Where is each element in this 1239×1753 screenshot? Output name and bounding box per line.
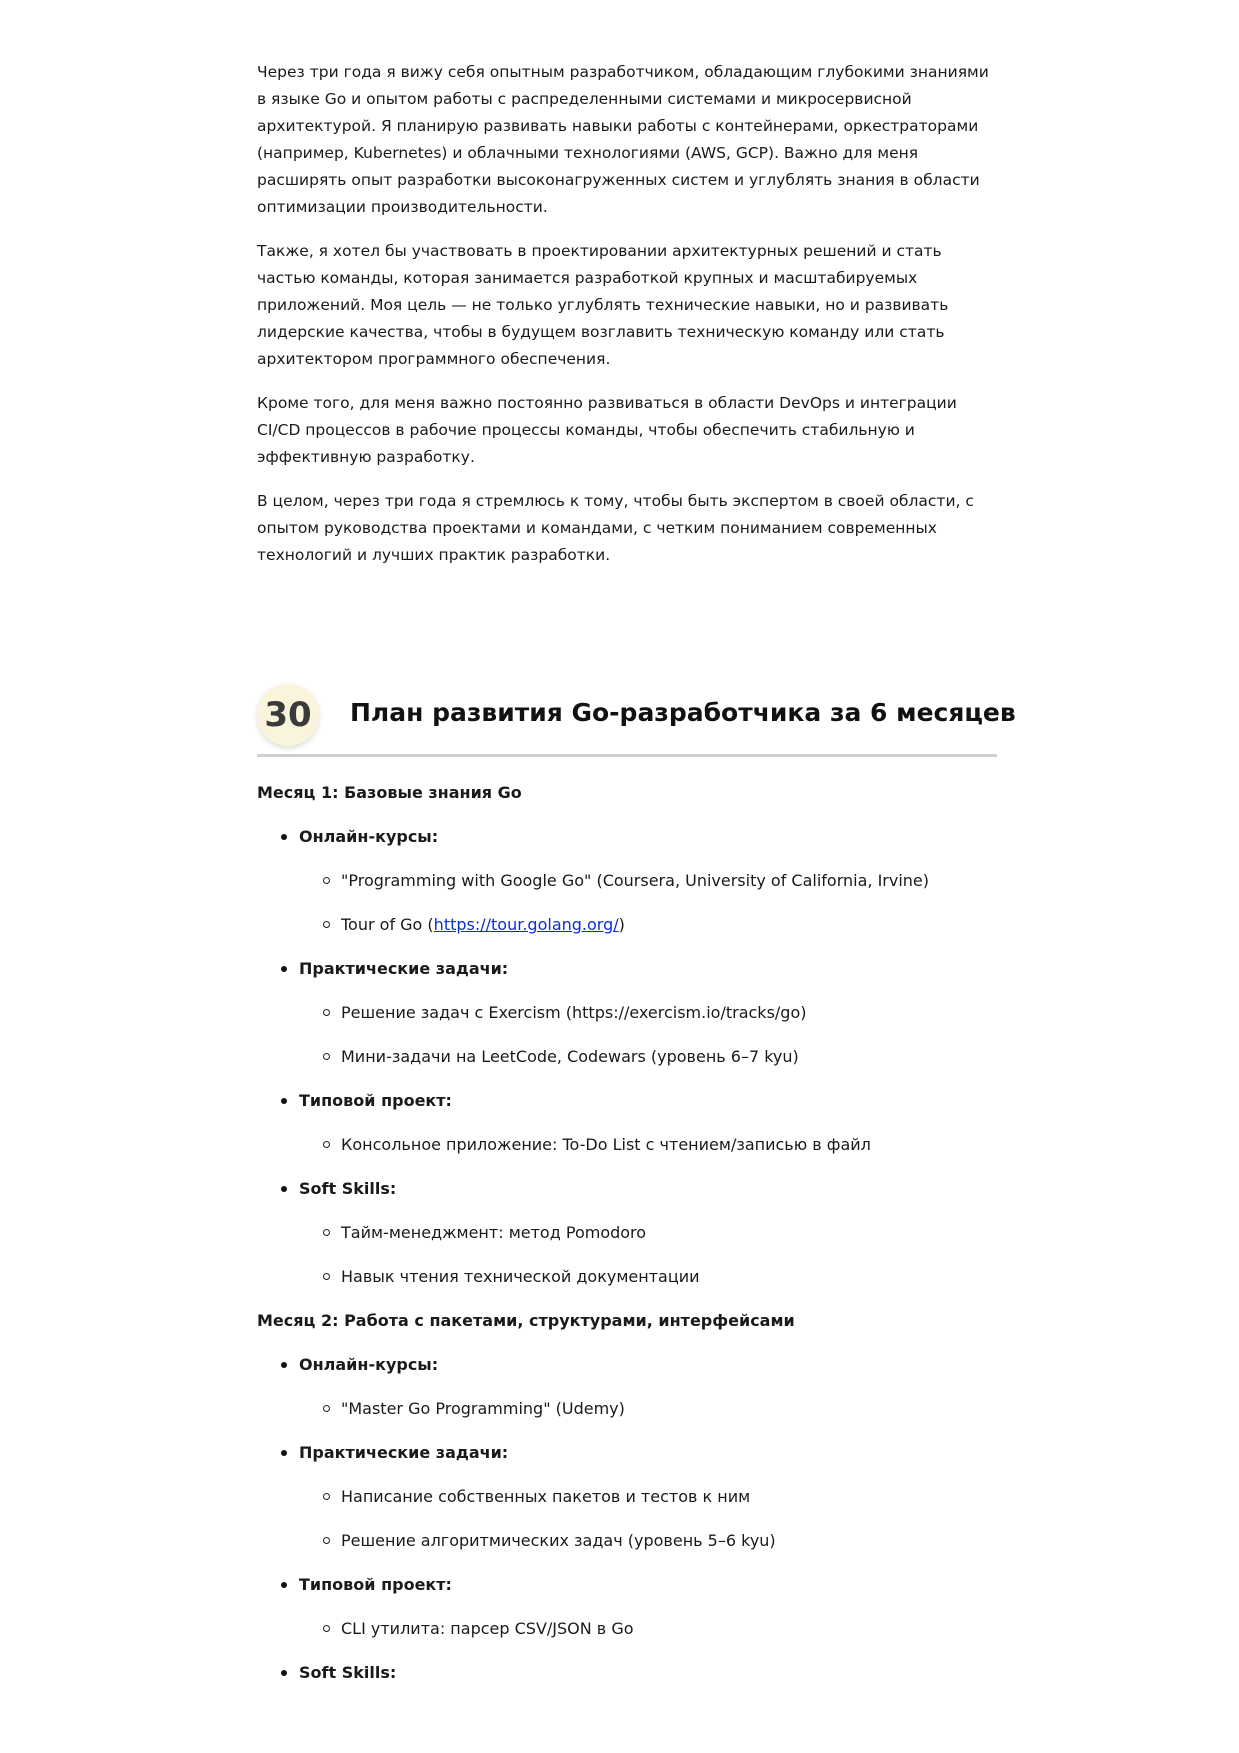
- intro-paragraph: Также, я хотел бы участвовать в проектировании архитектурных решений и стать частью команды, которая занимается разработкой крупных и масштабируемых приложений. Моя цель — не только углублять технические навыки, но и развивать лидерские качества, чтобы в будущем возглавить техническую команду или стать архитектором программного обеспечения.: [257, 242, 949, 368]
- list-item: [257, 1044, 997, 1088]
- list-item: [257, 1528, 997, 1572]
- category-label: Практические задачи:: [299, 1443, 509, 1462]
- list-item-text: "Master Go Programming" (Udemy): [341, 1399, 625, 1418]
- bullet-circle-icon: [323, 1053, 330, 1060]
- list-item-text: Тайм-менеджмент: метод Pomodoro: [341, 1223, 647, 1242]
- list-item-text: Написание собственных пакетов и тестов к ним: [341, 1487, 751, 1506]
- list-item: [257, 1132, 997, 1176]
- list-item-text: Навык чтения технической документации: [341, 1267, 700, 1286]
- section-number-badge: 30: [257, 684, 319, 746]
- category-label: Soft Skills:: [299, 1179, 397, 1198]
- list-item: [257, 1176, 997, 1220]
- bullet-circle-icon: [323, 1493, 330, 1500]
- list-item: [257, 868, 997, 912]
- bullet-circle-icon: [323, 1405, 330, 1412]
- bullet-disc-icon: [281, 834, 287, 840]
- section-title: План развития Go-разработчика за 6 месяцев: [350, 698, 1016, 727]
- intro-paragraph: Кроме того, для меня важно постоянно развиваться в области DevOps и интеграции CI/CD процессов в рабочие процессы команды, чтобы обеспечить стабильную и эффективную разработку.: [257, 394, 957, 466]
- list-item-text: "Programming with Google Go" (Coursera, University of California, Irvine): [341, 871, 929, 890]
- list-item: [257, 1088, 997, 1132]
- bullet-disc-icon: [281, 1582, 287, 1588]
- list-item-text: Решение задач с Exercism (https://exercism.io/tracks/go): [341, 1003, 807, 1022]
- category-label: Онлайн-курсы:: [299, 1355, 439, 1374]
- category-label: Soft Skills:: [299, 1663, 397, 1682]
- list-item: [257, 1396, 997, 1440]
- bullet-disc-icon: [281, 1670, 287, 1676]
- list-item-text: Консольное приложение: To-Do List с чтением/записью в файл: [341, 1135, 871, 1154]
- bullet-circle-icon: [323, 1537, 330, 1544]
- bullet-circle-icon: [323, 1625, 330, 1632]
- bullet-disc-icon: [281, 1450, 287, 1456]
- list-item: [257, 1000, 997, 1044]
- bullet-circle-icon: [323, 921, 330, 928]
- bullet-circle-icon: [323, 1009, 330, 1016]
- list-item: [257, 1264, 997, 1308]
- list-item-text: CLI утилита: парсер CSV/JSON в Go: [341, 1619, 634, 1638]
- bullet-disc-icon: [281, 966, 287, 972]
- intro-paragraph: Через три года я вижу себя опытным разработчиком, обладающим глубокими знаниями в языке Go и опытом работы с распределенными системами и микросервисной архитектурой. Я планирую развивать навыки работы с контейнерами, оркестраторами (например, Kubernetes) и облачными технологиями (AWS, GCP). Важно для меня расширять опыт разработки высоконагруженных систем и углублять знания в области оптимизации производительности.: [257, 63, 989, 216]
- list-item-text: Решение алгоритмических задач (уровень 5–6 kyu): [341, 1531, 776, 1550]
- list-item: [257, 1440, 997, 1484]
- list-item: [257, 1572, 997, 1616]
- month-heading: Месяц 1: Базовые знания Go: [257, 783, 522, 802]
- month-heading: Месяц 2: Работа с пакетами, структурами, интерфейсами: [257, 1311, 795, 1330]
- category-label: Практические задачи:: [299, 959, 509, 978]
- list-item: [257, 1484, 997, 1528]
- bullet-circle-icon: [323, 1273, 330, 1280]
- bullet-disc-icon: [281, 1098, 287, 1104]
- list-item: [257, 956, 997, 1000]
- bullet-circle-icon: [323, 877, 330, 884]
- list-item: [257, 1616, 997, 1660]
- list-item: [257, 824, 997, 868]
- list-item-text: Tour of Go (: [341, 915, 434, 934]
- section-header: [257, 684, 1016, 757]
- list-item: [257, 912, 997, 956]
- development-plan: [257, 780, 997, 1704]
- category-label: Типовой проект:: [299, 1091, 452, 1110]
- intro-paragraph: В целом, через три года я стремлюсь к тому, чтобы быть экспертом в своей области, с опытом руководства проектами и командами, с четким пониманием современных технологий и лучших практик разработки.: [257, 492, 974, 564]
- list-item-text: ): [618, 915, 625, 934]
- category-label: Типовой проект:: [299, 1575, 452, 1594]
- list-item: [257, 1352, 997, 1396]
- list-item-text: Мини-задачи на LeetCode, Codewars (уровень 6–7 kyu): [341, 1047, 799, 1066]
- intro-text: [257, 59, 997, 586]
- bullet-disc-icon: [281, 1186, 287, 1192]
- list-item: [257, 1220, 997, 1264]
- tour-of-go-link[interactable]: https://tour.golang.org/: [433, 915, 619, 934]
- bullet-circle-icon: [323, 1141, 330, 1148]
- list-item: [257, 1660, 997, 1704]
- bullet-disc-icon: [281, 1362, 287, 1368]
- bullet-circle-icon: [323, 1229, 330, 1236]
- category-label: Онлайн-курсы:: [299, 827, 439, 846]
